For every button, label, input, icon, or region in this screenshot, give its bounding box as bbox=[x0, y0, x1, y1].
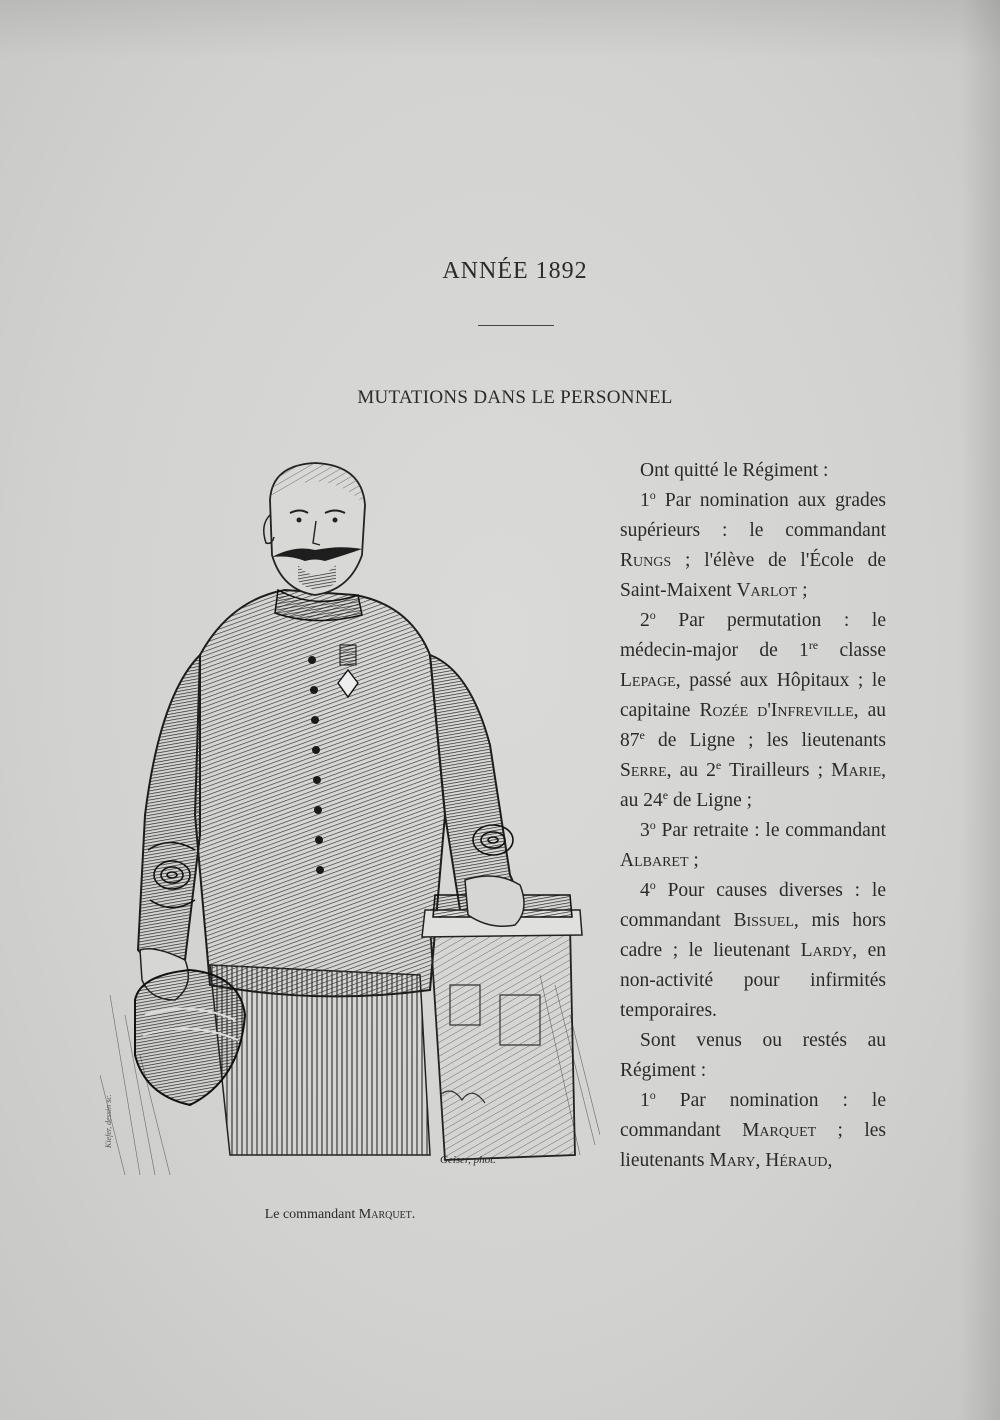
paragraph-left-regiment bbox=[620, 456, 886, 486]
person-name: Héraud bbox=[765, 1150, 828, 1171]
text-span: de Ligne ; les lieutenants bbox=[644, 730, 886, 751]
section-title: MUTATIONS DANS LE PERSONNEL bbox=[357, 387, 673, 408]
person-name: Marquet bbox=[742, 1120, 817, 1141]
superscript: o bbox=[649, 608, 656, 622]
text-span: , en non-activité pour infirmités temporaires. bbox=[620, 940, 887, 1021]
photographer-credit: Geiser, phot. bbox=[440, 1154, 496, 1166]
caption-name: Marquet. bbox=[358, 1207, 416, 1222]
figure-caption bbox=[190, 1207, 490, 1223]
text-span: Pour causes diverses : le commandant bbox=[620, 880, 886, 931]
text-span: , passé aux Hôpitaux ; le capitaine bbox=[620, 670, 886, 721]
text-span: Par retraite : le commandant bbox=[655, 820, 886, 841]
text-span: Par nomination aux grades supérieurs : le commandant bbox=[620, 490, 886, 541]
paragraph-promotion bbox=[620, 486, 886, 606]
person-name: Rungs bbox=[620, 550, 672, 571]
paragraph-retirement bbox=[620, 816, 886, 876]
person-name: Serre bbox=[620, 760, 667, 781]
text-span: 4 bbox=[640, 880, 650, 901]
scan-top-shadow bbox=[0, 0, 1000, 60]
person-name: Rozée d'Infreville bbox=[699, 700, 854, 721]
body-text-column bbox=[620, 456, 886, 1176]
paragraph-nomination bbox=[620, 1086, 886, 1176]
text-span: Tirailleurs ; bbox=[721, 760, 832, 781]
superscript: e bbox=[715, 758, 722, 772]
superscript: o bbox=[649, 878, 656, 892]
text-span: ; bbox=[797, 580, 808, 601]
person-name: Albaret bbox=[620, 850, 689, 871]
caption-prefix: Le commandant bbox=[264, 1207, 359, 1222]
person-name: Marie bbox=[831, 760, 882, 781]
year-heading: ANNÉE 1892 bbox=[442, 258, 588, 284]
superscript: o bbox=[649, 818, 656, 832]
text-span: , au 24 bbox=[620, 760, 887, 811]
superscript: re bbox=[808, 638, 819, 652]
text-span: , au 87 bbox=[620, 700, 886, 751]
text-span: 1 bbox=[640, 490, 650, 511]
superscript: e bbox=[662, 788, 669, 802]
heading-rule bbox=[478, 325, 554, 326]
portrait-engraving bbox=[100, 455, 600, 1185]
paragraph-permutation bbox=[620, 606, 886, 816]
text-span: 3 bbox=[640, 820, 650, 841]
text-span: Par nomination : le commandant bbox=[620, 1090, 886, 1141]
text-span: , au 2 bbox=[666, 760, 716, 781]
text-span: Sont venus ou restés au Régiment : bbox=[620, 1030, 886, 1081]
scan-edge-shadow bbox=[960, 0, 1000, 1420]
text-span: ; bbox=[688, 850, 699, 871]
text-span: , bbox=[827, 1150, 833, 1171]
text-span: Par permutation : le médecin-major de 1 bbox=[620, 610, 886, 661]
superscript: o bbox=[649, 488, 656, 502]
text-span: 1 bbox=[640, 1090, 650, 1111]
person-name: Mary bbox=[709, 1150, 756, 1171]
person-name: Varlot bbox=[736, 580, 798, 601]
superscript: o bbox=[649, 1088, 656, 1102]
text-span: , bbox=[755, 1150, 766, 1171]
paragraph-various bbox=[620, 876, 886, 1026]
text-span: ; l'élève de l'École de Saint-Maixent bbox=[620, 550, 886, 601]
person-name: Lepage bbox=[620, 670, 676, 691]
paragraph-arrivals bbox=[620, 1026, 886, 1086]
text-span: ; les lieutenants bbox=[620, 1120, 886, 1171]
engraver-signature: Kiefer, dessin sc. bbox=[104, 1094, 113, 1148]
text-span: Ont quitté le Régiment : bbox=[640, 460, 829, 481]
text-span: classe bbox=[818, 640, 887, 661]
text-span: 2 bbox=[640, 610, 650, 631]
person-name: Lardy bbox=[800, 940, 853, 961]
superscript: e bbox=[639, 728, 645, 742]
text-span: de Ligne ; bbox=[668, 790, 753, 811]
person-name: Bissuel bbox=[733, 910, 794, 931]
text-span: , mis hors cadre ; le lieutenant bbox=[620, 910, 887, 961]
